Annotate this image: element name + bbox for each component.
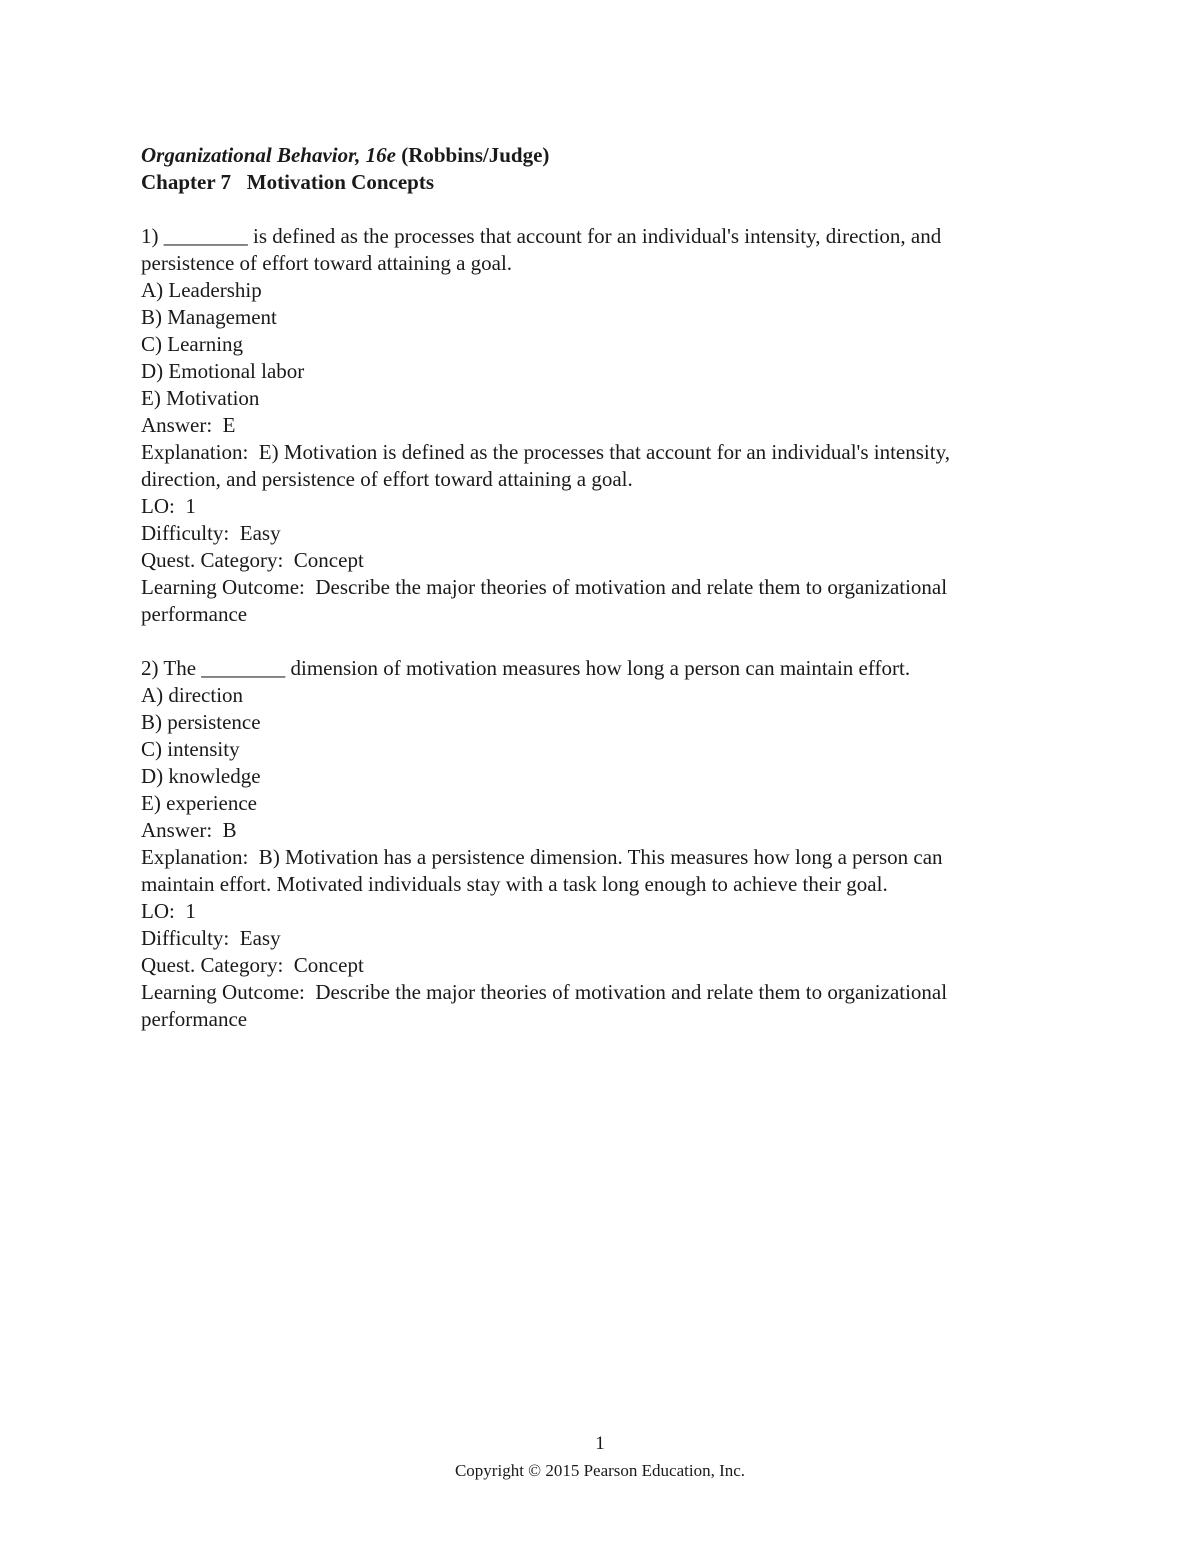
explanation-line2: direction, and persistence of effort toward attaining a goal. <box>141 467 633 491</box>
explanation-line1: Explanation: E) Motivation is defined as the processes that account for an individual's intensity, <box>141 440 950 464</box>
option-c: C) Learning <box>141 332 244 356</box>
document-title <box>141 142 1071 169</box>
question-category: Quest. Category: Concept <box>141 548 364 572</box>
question-stem-line1: 2) The ________ dimension of motivation measures how long a person can maintain effort. <box>141 656 911 680</box>
option-d: D) Emotional labor <box>141 359 305 383</box>
difficulty: Difficulty: Easy <box>141 521 281 545</box>
answer: Answer: B <box>141 818 237 842</box>
question-2 <box>141 655 1071 1033</box>
learning-outcome-line1: Learning Outcome: Describe the major theories of motivation and relate them to organizational <box>141 980 948 1004</box>
option-c: C) intensity <box>141 737 240 761</box>
page-number: 1 <box>595 1433 605 1454</box>
explanation-line2: maintain effort. Motivated individuals stay with a task long enough to achieve their goal. <box>141 872 888 896</box>
learning-outcome-line2: performance <box>141 602 248 626</box>
question-1 <box>141 223 1071 628</box>
option-e: E) experience <box>141 791 258 815</box>
learning-objective: LO: 1 <box>141 494 196 518</box>
page-content <box>141 142 1071 1033</box>
option-b: B) Management <box>141 305 277 329</box>
explanation-line1: Explanation: B) Motivation has a persistence dimension. This measures how long a person can <box>141 845 943 869</box>
copyright-notice: Copyright © 2015 Pearson Education, Inc. <box>454 1461 746 1480</box>
question-category: Quest. Category: Concept <box>141 953 364 977</box>
chapter-heading: Chapter 7 Motivation Concepts <box>141 170 435 194</box>
question-stem-line1: 1) ________ is defined as the processes that account for an individual's intensity, direction, and <box>141 224 942 248</box>
spacer <box>141 196 1071 223</box>
learning-outcome-line2: performance <box>141 1007 248 1031</box>
learning-outcome-line1: Learning Outcome: Describe the major theories of motivation and relate them to organizational <box>141 575 948 599</box>
book-title: Organizational Behavior, 16e <box>141 143 396 167</box>
spacer <box>141 628 1071 655</box>
option-a: A) Leadership <box>141 278 262 302</box>
question-stem-line2: persistence of effort toward attaining a goal. <box>141 251 513 275</box>
option-d: D) knowledge <box>141 764 261 788</box>
option-b: B) persistence <box>141 710 261 734</box>
option-e: E) Motivation <box>141 386 260 410</box>
option-a: A) direction <box>141 683 244 707</box>
learning-objective: LO: 1 <box>141 899 196 923</box>
authors: (Robbins/Judge) <box>401 143 550 167</box>
answer: Answer: E <box>141 413 236 437</box>
difficulty: Difficulty: Easy <box>141 926 281 950</box>
